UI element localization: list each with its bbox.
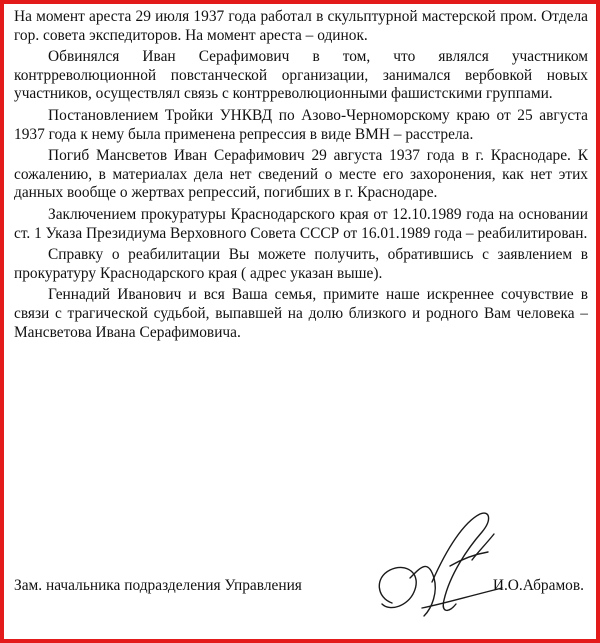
- paragraph-certificate: Справку о реабилитации Вы можете получить, обратившись с заявлением в прокуратуру Краснодарского края ( адрес указан выше).: [14, 246, 588, 282]
- paragraph-arrest-info: На момент ареста 29 июля 1937 года работал в скульптурной мастерской пром. Отдела гор. совета экспедиторов. На момент ареста – одинок.: [14, 8, 588, 44]
- letter-body: [14, 8, 588, 345]
- signatory-name: И.О.Абрамов.: [492, 577, 584, 594]
- paragraph-condolences: Геннадий Иванович и вся Ваша семья, примите наше искреннее сочувствие в связи с трагической судьбой, выпавшей на долю близкого и родного Вам человека –Мансветова Ивана Серафимовича.: [14, 286, 588, 341]
- paragraph-sentence: Постановлением Тройки УНКВД по Азово-Черноморскому краю от 25 августа 1937 года к нему была применена репрессия в виде ВМН – расстрела.: [14, 106, 588, 143]
- signature-block: [14, 564, 588, 624]
- paragraph-rehabilitation: Заключением прокуратуры Краснодарского края от 12.10.1989 года на основании ст. 1 Указа Президиума Верховного Совета СССР от 16.01.1989 года – реабилитирован.: [14, 205, 588, 242]
- paragraph-death: Погиб Мансветов Иван Серафимович 29 августа 1937 года в г. Краснодаре. К сожалению, в материалах дела нет сведений о месте его захоронения, как нет этих данных вообще о жертвах репрессий, погибших в г. Краснодаре.: [14, 147, 588, 202]
- signatory-position: Зам. начальника подразделения Управления: [14, 577, 302, 594]
- paragraph-accusation: Обвинялся Иван Серафимович в том, что являлся участником контрреволюционной повстанческой организации, занимался вербовкой новых участников, осуществлял связь с контрреволюционными фашистскими группами.: [14, 48, 588, 103]
- handwritten-signature-icon: [352, 508, 522, 628]
